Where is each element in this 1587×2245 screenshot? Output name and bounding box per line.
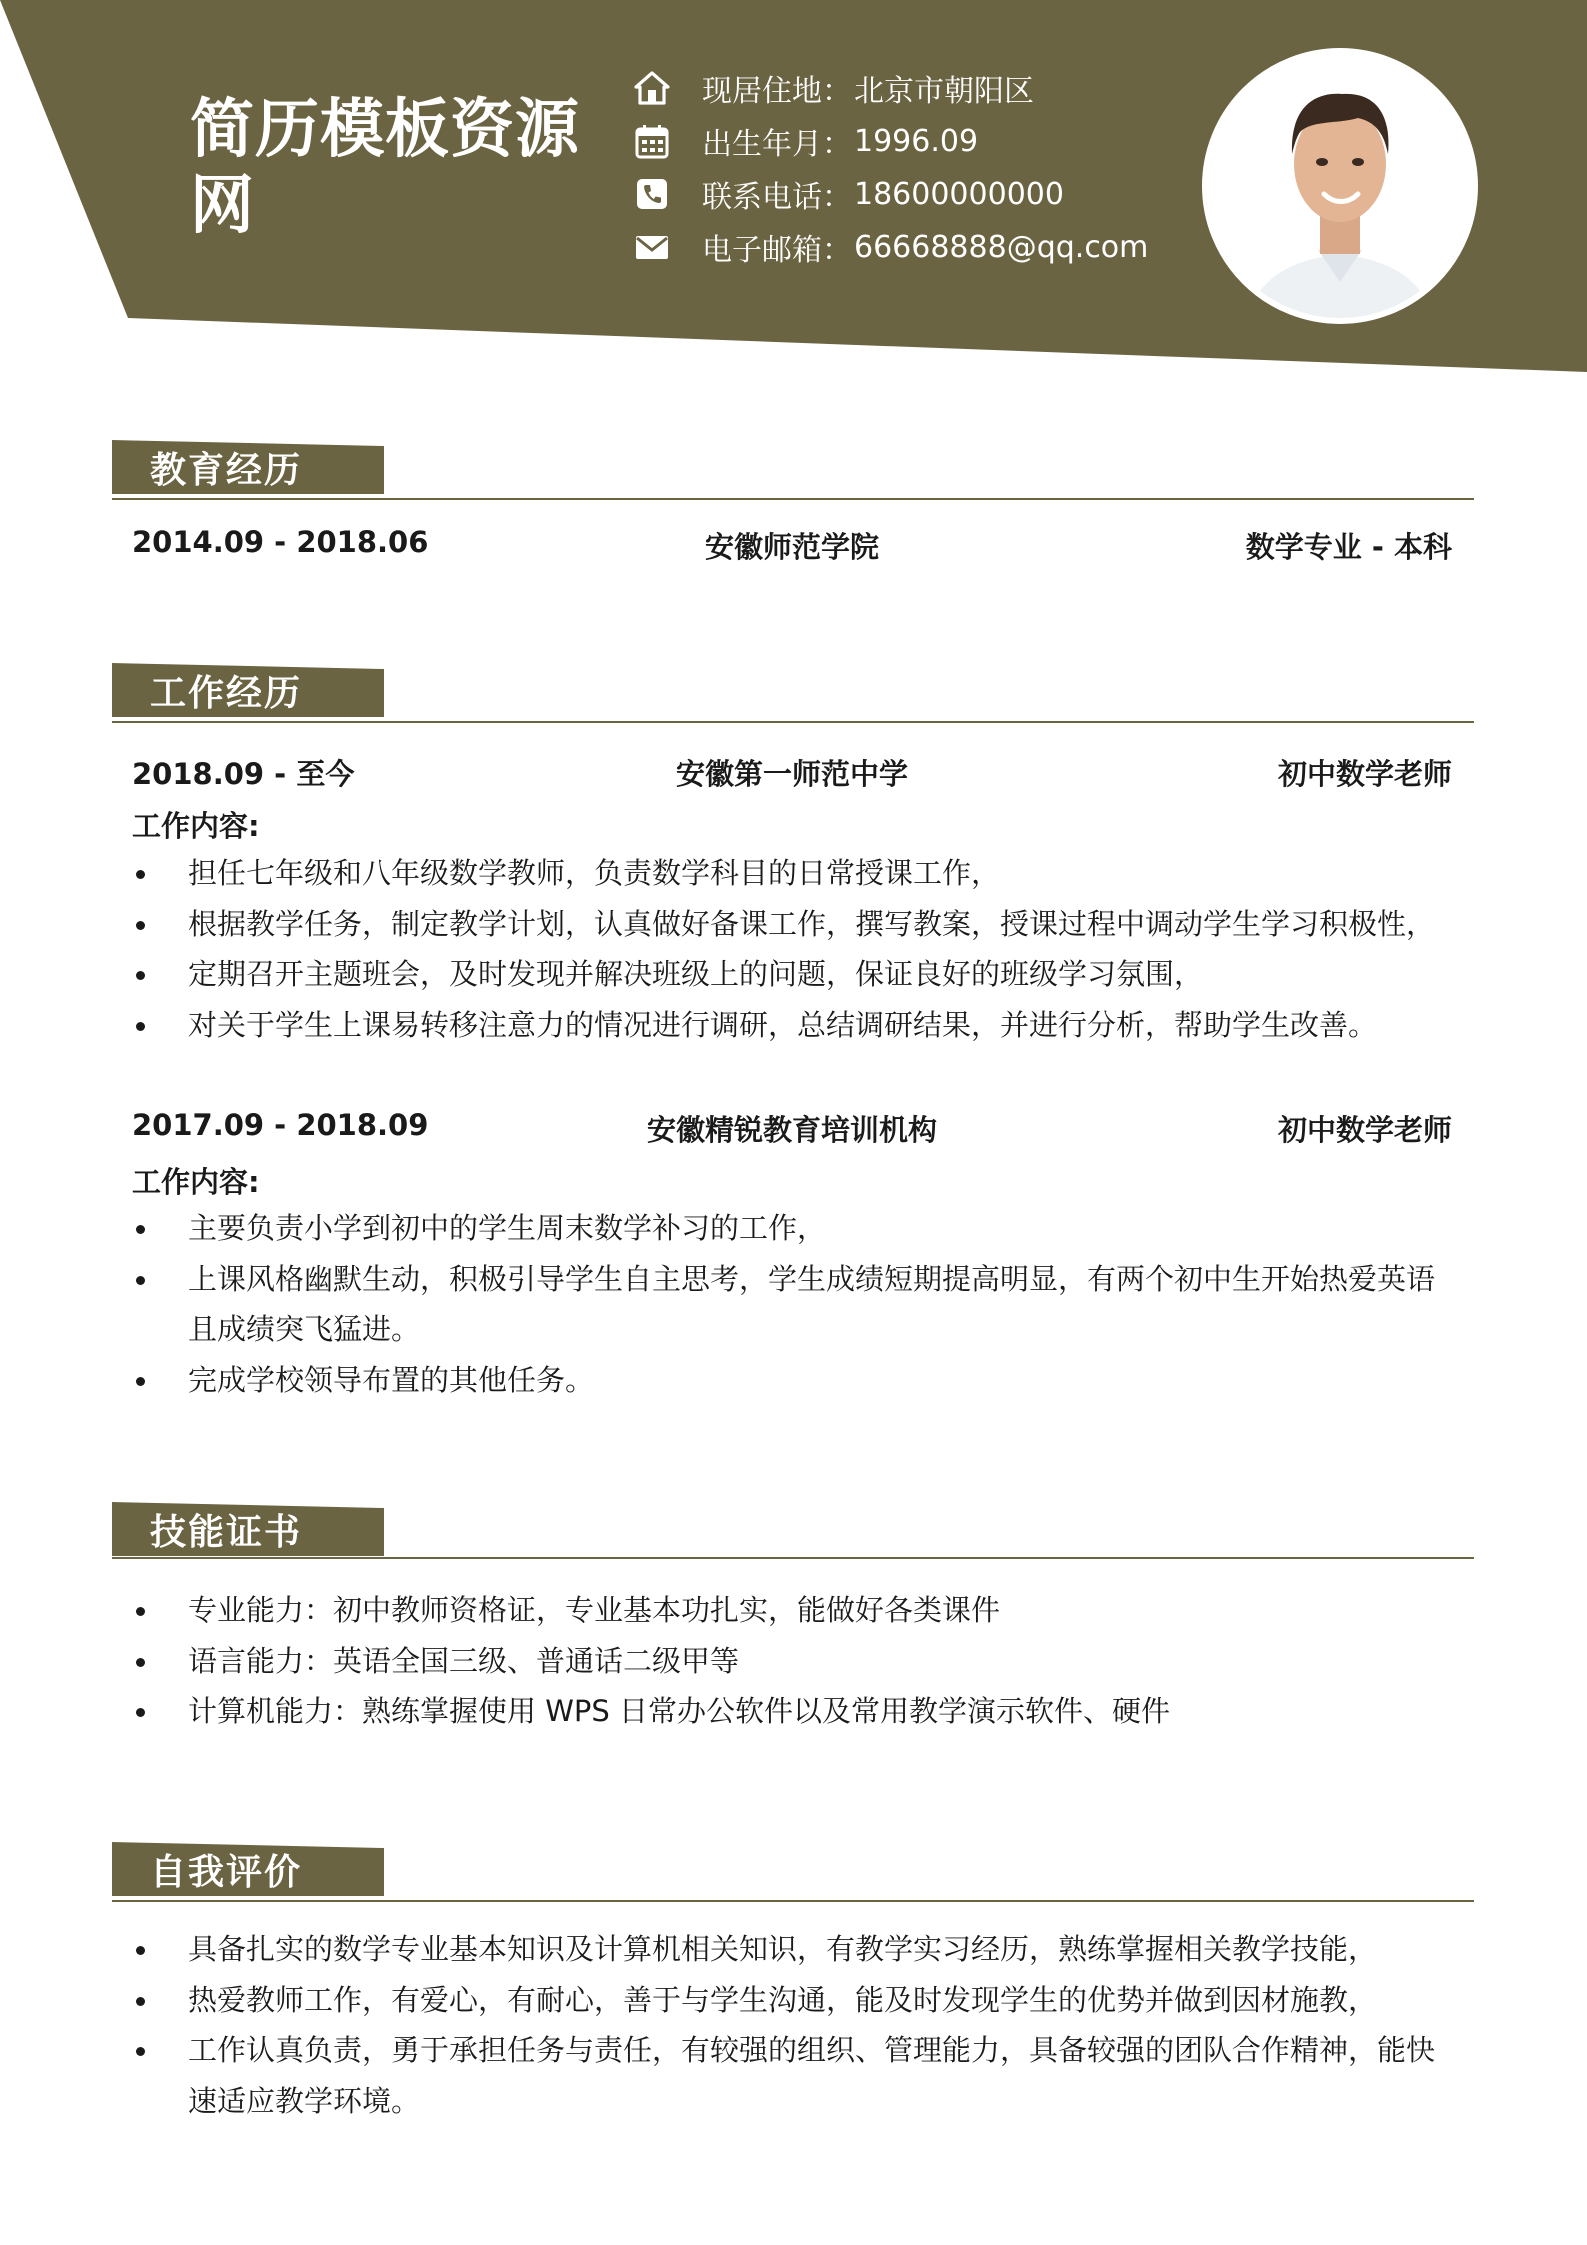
- job-content-label: 工作内容:: [132, 809, 260, 843]
- mail-icon: [632, 227, 672, 267]
- job-role: 初中数学老师: [1277, 1113, 1452, 1147]
- job-role: 初中数学老师: [1277, 757, 1452, 791]
- list-item: 上课风格幽默生动，积极引导学生自主思考，学生成绩短期提高明显，有两个初中生开始热爱英语且成绩突飞猛进。: [132, 1254, 1462, 1355]
- job-row: [132, 752, 1452, 792]
- section-divider: [112, 1557, 1474, 1559]
- job-content-label: 工作内容:: [132, 1165, 260, 1199]
- section-divider: [112, 721, 1474, 723]
- list-item: 计算机能力：熟练掌握使用 WPS 日常办公软件以及常用教学演示软件、硬件: [132, 1686, 1462, 1737]
- skills-list: [132, 1585, 1462, 1737]
- job-duties-list: [132, 1203, 1462, 1405]
- calendar-icon: [632, 121, 672, 161]
- education-school: 安徽师范学院: [704, 530, 879, 564]
- job-period: 2017.09 - 2018.09: [132, 1108, 429, 1142]
- birth-value: 1996.09: [854, 123, 979, 159]
- list-item: 根据教学任务，制定教学计划，认真做好备课工作，撰写教案，授课过程中调动学生学习积极性，: [132, 899, 1462, 950]
- section-heading-work: 工作经历: [112, 663, 384, 717]
- list-item: 主要负责小学到初中的学生周末数学补习的工作，: [132, 1203, 1462, 1254]
- list-item: 语言能力：英语全国三级、普通话二级甲等: [132, 1636, 1462, 1687]
- info-birth: 出生年月： 1996.09: [632, 121, 978, 161]
- list-item: 完成学校领导布置的其他任务。: [132, 1355, 1462, 1406]
- job-company: 安徽精锐教育培训机构: [646, 1113, 937, 1147]
- phone-icon: [632, 174, 672, 214]
- avatar: [1202, 48, 1478, 324]
- info-address: 现居住地： 北京市朝阳区: [632, 68, 1034, 108]
- self-eval-list: [132, 1924, 1462, 2126]
- address-value: 北京市朝阳区: [854, 74, 1034, 109]
- email-value: 66668888@qq.com: [854, 229, 1149, 265]
- list-item: 担任七年级和八年级数学教师，负责数学科目的日常授课工作，: [132, 848, 1462, 899]
- section-heading-skills: 技能证书: [112, 1502, 384, 1556]
- info-email: 电子邮箱： 66668888@qq.com: [632, 227, 1148, 267]
- info-phone: 联系电话： 18600000000: [632, 174, 1064, 214]
- section-divider: [112, 498, 1474, 500]
- home-icon: [632, 68, 672, 108]
- education-period: 2014.09 - 2018.06: [132, 525, 429, 559]
- education-row: [132, 525, 1452, 565]
- job-company: 安徽第一师范中学: [675, 757, 908, 791]
- job-period: 2018.09 - 至今: [132, 757, 355, 791]
- portrait-image: [1208, 54, 1472, 318]
- section-heading-self-eval: 自我评价: [112, 1842, 384, 1896]
- list-item: 具备扎实的数学专业基本知识及计算机相关知识，有教学实习经历，熟练掌握相关教学技能，: [132, 1924, 1462, 1975]
- list-item: 热爱教师工作，有爱心，有耐心，善于与学生沟通，能及时发现学生的优势并做到因材施教，: [132, 1975, 1462, 2026]
- section-divider: [112, 1900, 1474, 1902]
- phone-value: 18600000000: [854, 176, 1064, 212]
- education-major: 数学专业 - 本科: [1245, 530, 1452, 564]
- job-row: [132, 1108, 1452, 1148]
- list-item: 定期召开主题班会，及时发现并解决班级上的问题，保证良好的班级学习氛围，: [132, 949, 1462, 1000]
- list-item: 专业能力：初中教师资格证，专业基本功扎实，能做好各类课件: [132, 1585, 1462, 1636]
- section-heading-education: 教育经历: [112, 440, 384, 494]
- list-item: 工作认真负责，勇于承担任务与责任，有较强的组织、管理能力，具备较强的团队合作精神，能快速适应教学环境。: [132, 2025, 1462, 2126]
- list-item: 对关于学生上课易转移注意力的情况进行调研，总结调研结果，并进行分析，帮助学生改善。: [132, 1000, 1462, 1051]
- page-title: 简历模板资源网: [190, 93, 580, 243]
- job-duties-list: [132, 848, 1462, 1050]
